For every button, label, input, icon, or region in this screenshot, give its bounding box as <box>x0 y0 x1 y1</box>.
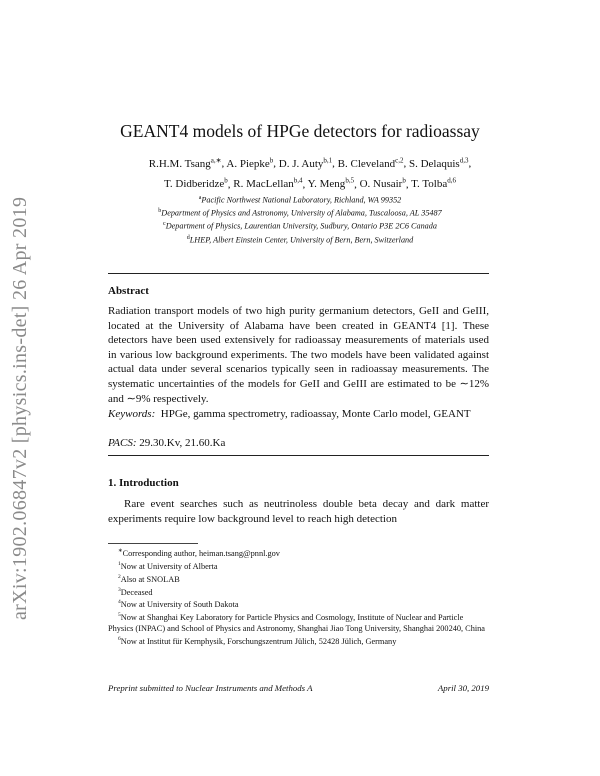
footnote: ∗Corresponding author, heiman.tsang@pnnl.gov <box>118 548 280 558</box>
affiliation: $^c$Department of Physics, Laurentian University, Sudbury, Ontario P3E 2C6 Canada <box>163 221 437 232</box>
arxiv-stamp: arXiv:1902.06847v2 [physics.ins-det] 26 Apr 2019 <box>9 196 31 620</box>
footer-journal: Preprint submitted to Nuclear Instruments and Methods A <box>108 683 313 693</box>
author: D. J. Auty$^{b,1}$ <box>278 156 333 170</box>
author: O. Nusair$^b$ <box>359 176 406 191</box>
abstract-bottom-rule <box>108 455 489 456</box>
abstract-top-rule <box>108 273 489 274</box>
author-list: R.H.M. Tsang$^{a,∗}$, A. Piepke$^b$, D. J. Auty$^{b,1}$, B. Cleveland$^{c,2}$, S. Delaquis$^{d,3}$, T. Didberidze$^b$, R. MacLellan$^{b,4}$, Y. Meng$^{b,5}$, O. Nusair$^b$, T. Tolba$^{d,6}$ <box>148 156 472 191</box>
footer-date: April 30, 2019 <box>437 683 489 693</box>
author: A. Piepke$^b$ <box>226 156 274 170</box>
footnote: $^5$Now at Shanghai Key Laboratory for Particle Physics and Cosmology, Institute of Nuclear and Particle Physics (INPAC) and School of Physics and Astronomy, Shanghai Jiao Tong University, Shanghai 200240, China <box>108 612 485 634</box>
keywords: Keywords: HPGe, gamma spectrometry, radioassay, Monte Carlo model, GEANT <box>108 408 471 420</box>
affiliation: $^b$Department of Physics and Astronomy, University of Alabama, Tuscaloosa, AL 35487 <box>158 208 442 218</box>
footnote-rule <box>108 543 198 544</box>
abstract-text: Radiation transport models of two high purity germanium detectors, GeII and GeIII, located at the University of Alabama have been created in GEANT4 [1]. These detectors have been used extensively for radioassay measurements of materials used in various low background experiments. The two models have been validated against actual data under several scenarios typically seen in radioassay measurements. The systematic uncertainties of the models for GeII and GeIII are estimated to be ∼12% and ∼9% respectively. <box>108 305 489 405</box>
pacs: PACS: 29.30.Kv, 21.60.Ka <box>108 437 226 449</box>
section-heading-introduction: 1. Introduction <box>108 477 179 489</box>
abstract-heading: Abstract <box>108 285 149 297</box>
footnote: $^4$Now at University of South Dakota <box>118 599 239 610</box>
author: R. MacLellan$^{b,4}$ <box>233 176 303 191</box>
footnote: $^2$Also at SNOLAB <box>118 573 180 584</box>
footnote: $^3$Deceased <box>118 586 153 597</box>
affiliation: $^a$Pacific Northwest National Laboratory, Richland, WA 99352 <box>198 195 402 205</box>
author: Y. Meng$^{b,5}$ <box>307 176 355 191</box>
paper-title: GEANT4 models of HPGe detectors for radioassay <box>120 121 480 141</box>
affiliations <box>60 193 540 246</box>
author: B. Cleveland$^{c,2}$ <box>337 156 404 170</box>
author: T. Tolba$^{d,6}$ <box>411 176 456 191</box>
footnote: $^1$Now at University of Alberta <box>118 560 218 571</box>
author: S. Delaquis$^{d,3}$ <box>408 156 469 170</box>
footnotes <box>108 546 489 647</box>
affiliation: $^d$LHEP, Albert Einstein Center, University of Bern, Bern, Switzerland <box>186 234 414 245</box>
footnote: $^6$Now at Institut für Kernphysik, Forschungszentrum Jülich, 52428 Jülich, Germany <box>118 636 397 647</box>
author: R.H.M. Tsang$^{a,∗}$ <box>148 156 222 170</box>
introduction-text: Rare event searches such as neutrinoless double beta decay and dark matter experiments require low background level to reach high detection <box>108 498 489 525</box>
author: T. Didberidze$^b$ <box>164 176 228 191</box>
